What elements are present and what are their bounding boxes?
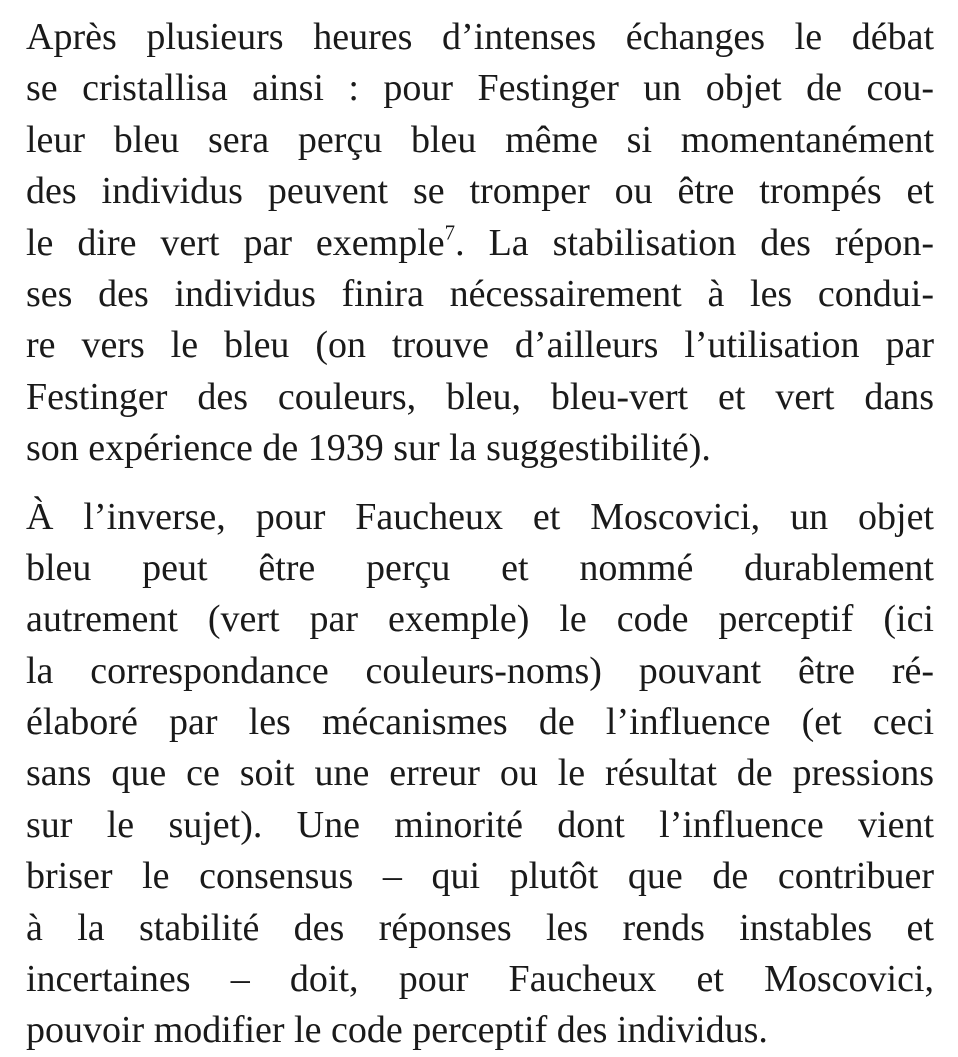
text-line: se cristallisa ainsi : pour Festinger un objet de cou-: [26, 67, 934, 110]
text-line: ses des individus finira nécessairement à les condui-: [26, 272, 934, 315]
text-line: à la stabilité des réponses les rends instables et: [26, 906, 934, 949]
text-line: briser le consensus – qui plutôt que de contribuer: [26, 855, 934, 898]
text-line: bleu peut être perçu et nommé durablement: [26, 546, 934, 589]
paragraph-1: [26, 12, 934, 475]
text-line: incertaines – doit, pour Faucheux et Moscovici,: [26, 958, 934, 1001]
text-line: élaboré par les mécanismes de l’influence (et ceci: [26, 701, 934, 744]
text-line: À l’inverse, pour Faucheux et Moscovici, un objet: [26, 495, 934, 538]
line-text: le dire vert par exemple: [26, 221, 445, 264]
text-line: son expérience de 1939 sur la suggestibilité).: [26, 427, 711, 470]
text-line: des individus peuvent se tromper ou être trompés et: [26, 170, 934, 213]
text-line: re vers le bleu (on trouve d’ailleurs l’utilisation par: [26, 324, 934, 367]
text-line: pouvoir modifier le code perceptif des individus.: [26, 1009, 768, 1052]
line-text: . La stabilisation des répon-: [455, 221, 934, 264]
text-line: leur bleu sera perçu bleu même si momentanément: [26, 118, 934, 161]
text-line: la correspondance couleurs-noms) pouvant être ré-: [26, 649, 934, 692]
text-line: sur le sujet). Une minorité dont l’influence vient: [26, 803, 934, 846]
paragraph-2: [26, 492, 934, 1057]
text-line: sans que ce soit une erreur ou le résultat de pressions: [26, 752, 934, 795]
text-line: autrement (vert par exemple) le code perceptif (ici: [26, 598, 934, 641]
document-page: [26, 12, 934, 1057]
footnote-marker[interactable]: 7: [444, 219, 456, 244]
text-line: [26, 218, 934, 269]
text-line: Festinger des couleurs, bleu, bleu-vert et vert dans: [26, 375, 934, 418]
text-line: Après plusieurs heures d’intenses échanges le débat: [26, 16, 934, 58]
